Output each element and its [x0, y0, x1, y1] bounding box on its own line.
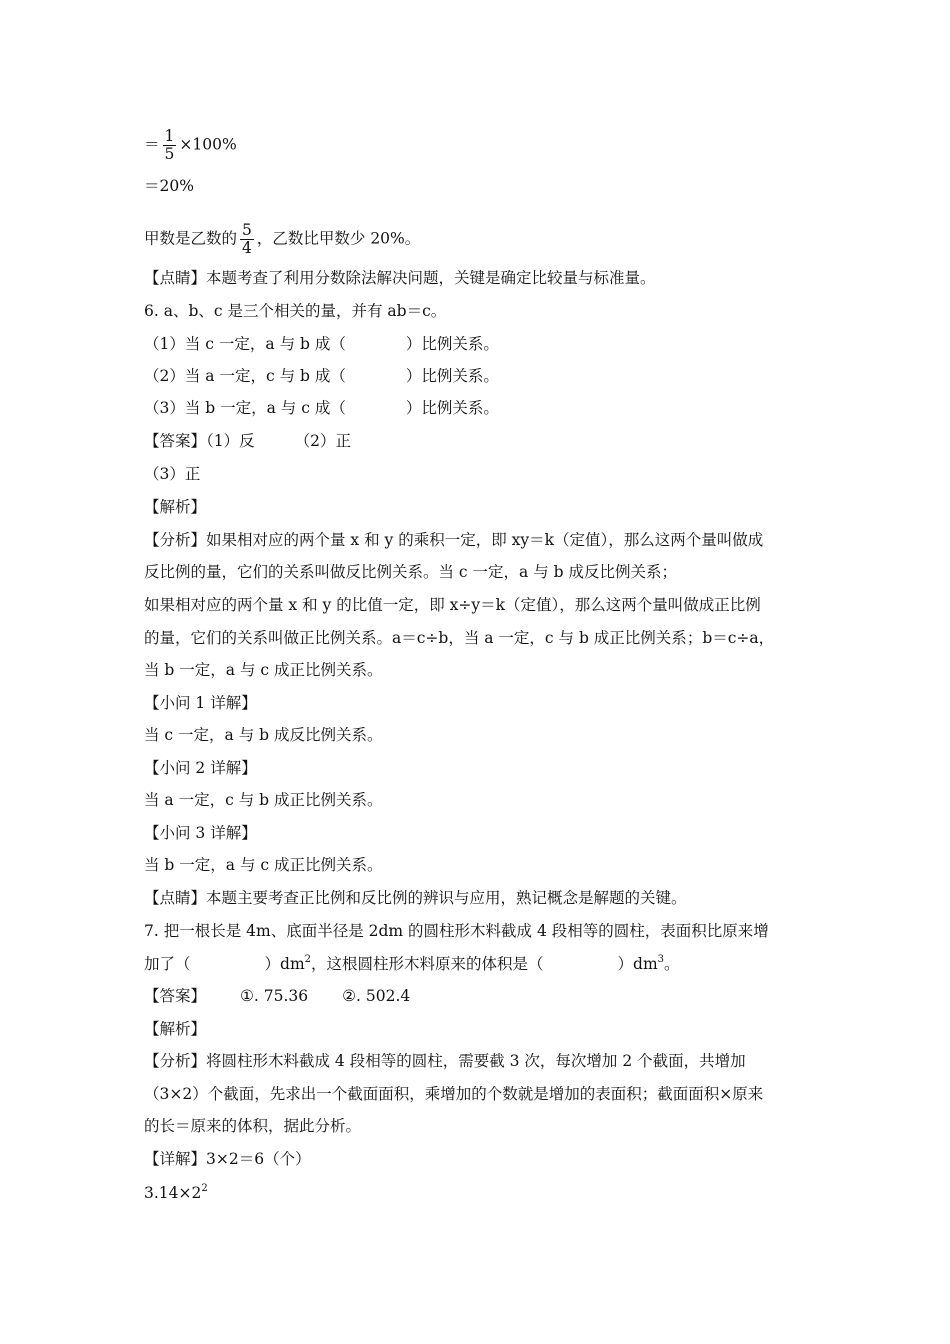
answer-q6: 【答案】（1）反 （2）正	[144, 432, 351, 450]
calc-line-result: ＝20%	[144, 177, 194, 195]
analysis-text-line: 的长＝原来的体积，据此分析。	[144, 1117, 362, 1135]
analysis-heading: 【解析】	[144, 1020, 207, 1038]
fraction-one-fifth: $\frac{1}{5}$	[164, 127, 175, 163]
question-6: 6. a、b、c 是三个相关的量，并有 ab＝c。	[144, 302, 447, 320]
question-7-continued: 加了（ ）$dm^2$，这根圆柱形木料原来的体积是（ ）$dm^3$。	[144, 954, 680, 973]
question-6-part-1: （1）当 c 一定，a 与 b 成（ ）比例关系。	[144, 335, 499, 353]
analysis-text-line: 【分析】如果相对应的两个量 x 和 y 的乘积一定，即 xy＝k（定值），那么这两个量叫做成	[144, 531, 764, 549]
question-6-part-2: （2）当 a 一定，c 与 b 成（ ）比例关系。	[144, 367, 499, 385]
answer-q7: 【答案】 ①. 75.36 ②. 502.4	[144, 987, 411, 1005]
analysis-heading: 【解析】	[144, 498, 207, 516]
analysis-text-line: 的量，它们的关系叫做正比例关系。a＝c÷b，当 a 一定，c 与 b 成正比例关系；b＝c÷a，	[144, 629, 775, 647]
detail-text-1: 当 c 一定，a 与 b 成反比例关系。	[144, 726, 383, 744]
comment-q6: 【点睛】本题主要考查正比例和反比例的辨识与应用，熟记概念是解题的关键。	[144, 889, 687, 907]
detail-heading-3: 【小问 3 详解】	[144, 824, 257, 842]
analysis-text-line: 反比例的量，它们的关系叫做反比例关系。当 c 一定，a 与 b 成反比例关系；	[144, 563, 677, 581]
answer-q6-part-3: （3）正	[144, 465, 201, 483]
calc-line-area: $3.14\times 2^2$	[144, 1183, 208, 1202]
calc-line-fraction: ＝ $\frac{1}{5}$ ×100%	[144, 127, 237, 163]
analysis-text-line: 如果相对应的两个量 x 和 y 的比值一定，即 x÷y＝k（定值），那么这两个量叫做成正比例	[144, 596, 761, 614]
analysis-text-line: （3×2）个截面，先求出一个截面面积，乘增加的个数就是增加的表面积；截面面积×原来	[144, 1085, 764, 1103]
detail-text-2: 当 a 一定，c 与 b 成正比例关系。	[144, 791, 383, 809]
question-6-part-3: （3）当 b 一定，a 与 c 成（ ）比例关系。	[144, 399, 499, 417]
detail-heading-1: 【小问 1 详解】	[144, 694, 257, 712]
question-7: 7. 把一根长是 4m、底面半径是 2dm 的圆柱形木料截成 4 段相等的圆柱，表面积比原来增	[144, 922, 769, 940]
detail-heading-2: 【小问 2 详解】	[144, 759, 257, 777]
comment-q5: 【点睛】本题考查了利用分数除法解决问题，关键是确定比较量与标准量。	[144, 269, 656, 287]
conclusion-line: 甲数是乙数的 $\frac{5}{4}$ ，乙数比甲数少 20%。	[144, 221, 421, 257]
analysis-text-line: 当 b 一定，a 与 c 成正比例关系。	[144, 661, 383, 679]
fraction-five-fourths: $\frac{5}{4}$	[242, 221, 252, 257]
detail-line: 【详解】3×2＝6（个）	[144, 1150, 311, 1168]
detail-text-3: 当 b 一定，a 与 c 成正比例关系。	[144, 856, 383, 874]
analysis-text-line: 【分析】将圆柱形木料截成 4 段相等的圆柱，需要截 3 次，每次增加 2 个截面，共增加	[144, 1052, 746, 1070]
